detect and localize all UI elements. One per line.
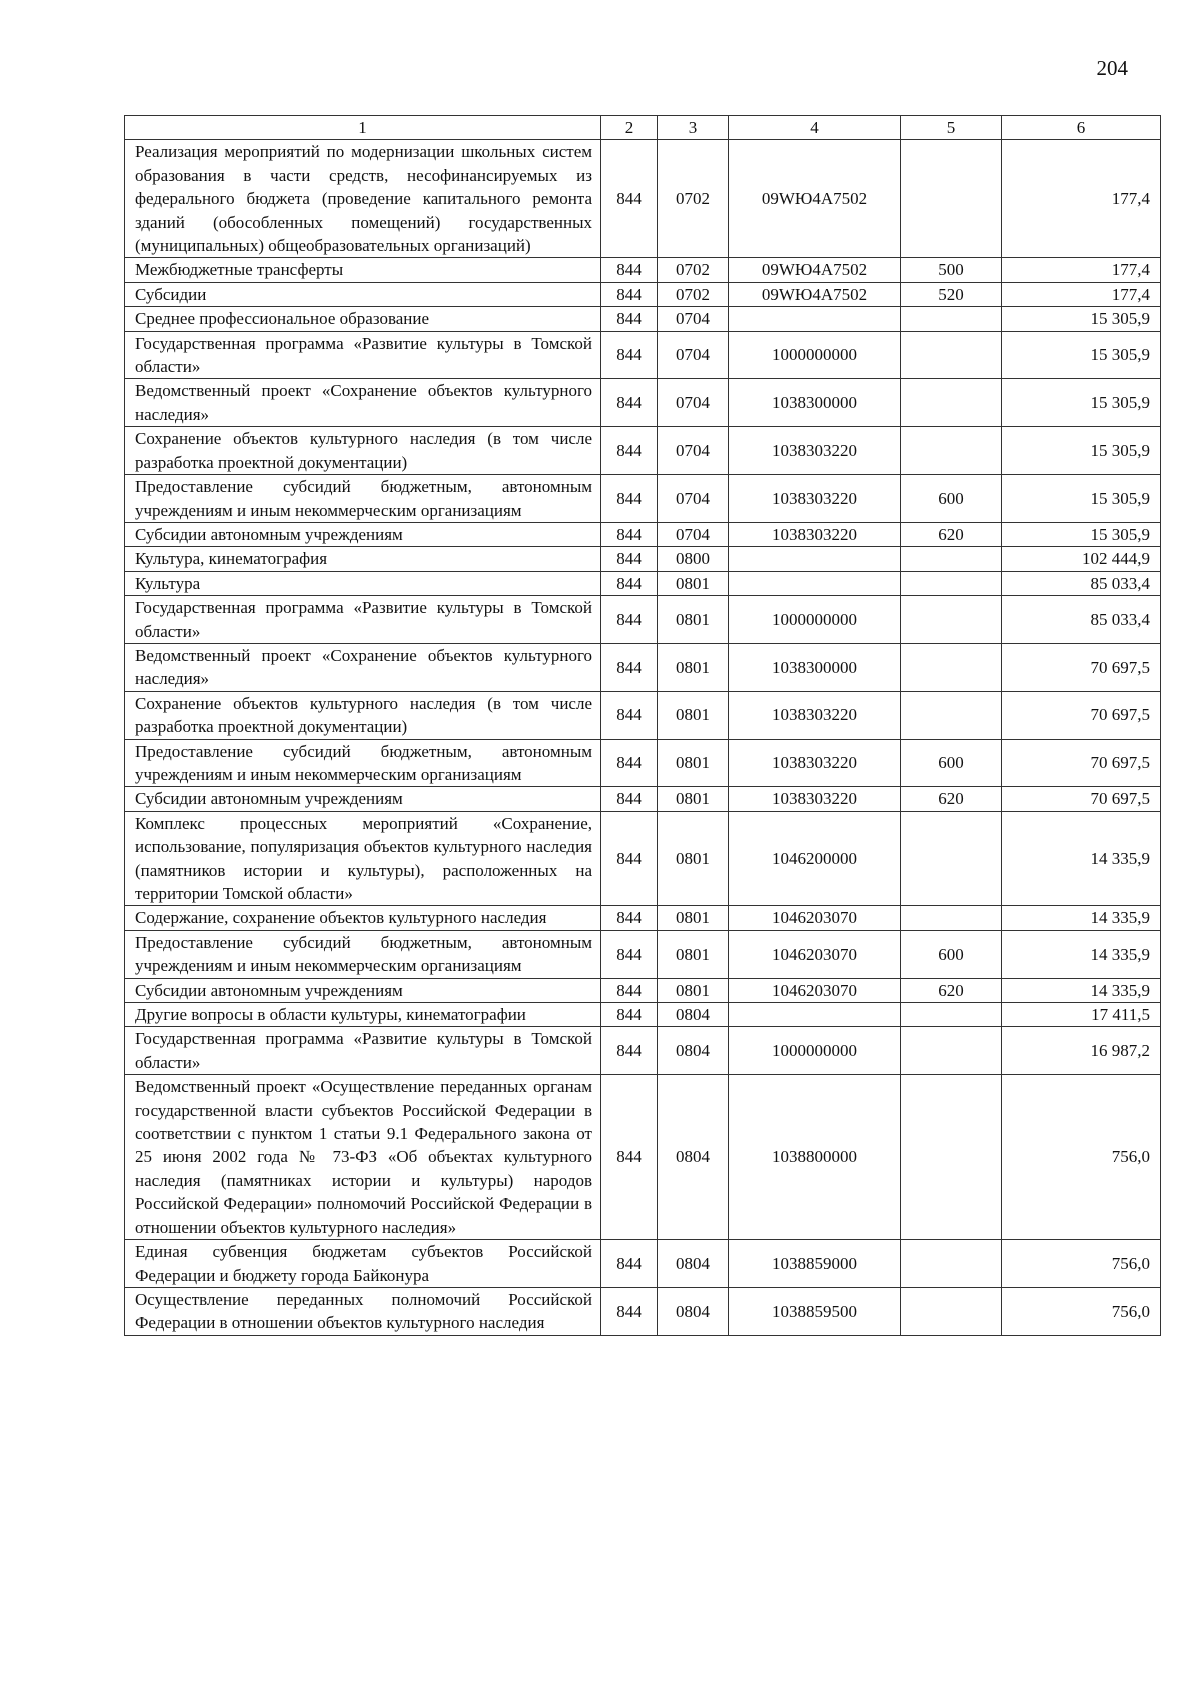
- page-number: 204: [1096, 56, 1128, 80]
- row-amount: 102 444,9: [1002, 547, 1161, 571]
- row-section-code: 0801: [658, 691, 729, 739]
- row-target-code: 09WЮ4A7502: [729, 140, 901, 258]
- row-amount: 15 305,9: [1002, 307, 1161, 331]
- row-expense-type: [901, 331, 1002, 379]
- row-gr-code: 844: [601, 475, 658, 523]
- row-name: Комплекс процессных мероприятий «Сохранение, использование, популяризация объектов культурного наследия (памятников истории и культуры), расположенных на территории Томской области»: [125, 811, 601, 906]
- table-row: [125, 596, 1161, 644]
- row-target-code: 1038303220: [729, 787, 901, 811]
- row-amount: 15 305,9: [1002, 475, 1161, 523]
- row-name: Ведомственный проект «Осуществление переданных органам государственной власти субъектов Российской Федерации в соответствии с пунктом 1 статьи 9.1 Федерального закона от 25 июня 2002 года № 73-ФЗ «Об объектах культурного наследия (памятниках истории и культуры) народов Российской Федерации» полномочий Российской Федерации в отношении объектов культурного наследия»: [125, 1075, 601, 1240]
- row-name: Субсидии автономным учреждениям: [125, 978, 601, 1002]
- row-gr-code: 844: [601, 307, 658, 331]
- row-target-code: 1046203070: [729, 978, 901, 1002]
- row-target-code: [729, 571, 901, 595]
- row-amount: 756,0: [1002, 1240, 1161, 1288]
- row-expense-type: [901, 547, 1002, 571]
- row-gr-code: 844: [601, 596, 658, 644]
- row-section-code: 0704: [658, 331, 729, 379]
- row-target-code: 1038303220: [729, 427, 901, 475]
- row-expense-type: [901, 691, 1002, 739]
- row-target-code: 1046200000: [729, 811, 901, 906]
- row-name: Ведомственный проект «Сохранение объектов культурного наследия»: [125, 379, 601, 427]
- row-gr-code: 844: [601, 906, 658, 930]
- row-section-code: 0702: [658, 258, 729, 282]
- row-amount: 177,4: [1002, 282, 1161, 306]
- row-name: Единая субвенция бюджетам субъектов Российской Федерации и бюджету города Байконура: [125, 1240, 601, 1288]
- row-amount: 85 033,4: [1002, 596, 1161, 644]
- row-gr-code: 844: [601, 547, 658, 571]
- row-expense-type: [901, 307, 1002, 331]
- row-name: Государственная программа «Развитие культуры в Томской области»: [125, 1027, 601, 1075]
- row-gr-code: 844: [601, 282, 658, 306]
- row-amount: 15 305,9: [1002, 427, 1161, 475]
- row-gr-code: 844: [601, 258, 658, 282]
- row-name: Субсидии автономным учреждениям: [125, 522, 601, 546]
- table-row: [125, 379, 1161, 427]
- table-row: [125, 307, 1161, 331]
- row-target-code: 09WЮ4A7502: [729, 258, 901, 282]
- table-row: [125, 930, 1161, 978]
- row-target-code: [729, 547, 901, 571]
- row-name: Предоставление субсидий бюджетным, автономным учреждениям и иным некоммерческим организациям: [125, 930, 601, 978]
- row-expense-type: [901, 1287, 1002, 1335]
- row-name: Субсидии автономным учреждениям: [125, 787, 601, 811]
- table-row: [125, 522, 1161, 546]
- row-amount: 756,0: [1002, 1287, 1161, 1335]
- table-row: [125, 1287, 1161, 1335]
- row-expense-type: [901, 906, 1002, 930]
- header-cell-3: 3: [658, 116, 729, 140]
- row-section-code: 0801: [658, 571, 729, 595]
- row-gr-code: 844: [601, 1287, 658, 1335]
- table-row: [125, 282, 1161, 306]
- row-target-code: [729, 1003, 901, 1027]
- row-section-code: 0704: [658, 307, 729, 331]
- row-section-code: 0704: [658, 379, 729, 427]
- row-section-code: 0804: [658, 1003, 729, 1027]
- table-body: [125, 140, 1161, 1335]
- table-row: [125, 1027, 1161, 1075]
- header-cell-5: 5: [901, 116, 1002, 140]
- row-name: Культура, кинематография: [125, 547, 601, 571]
- row-gr-code: 844: [601, 522, 658, 546]
- row-section-code: 0804: [658, 1075, 729, 1240]
- row-expense-type: [901, 596, 1002, 644]
- table-row: [125, 739, 1161, 787]
- row-section-code: 0804: [658, 1027, 729, 1075]
- row-amount: 15 305,9: [1002, 522, 1161, 546]
- row-amount: 16 987,2: [1002, 1027, 1161, 1075]
- row-expense-type: 620: [901, 787, 1002, 811]
- row-name: Содержание, сохранение объектов культурного наследия: [125, 906, 601, 930]
- row-gr-code: 844: [601, 811, 658, 906]
- row-section-code: 0801: [658, 739, 729, 787]
- table-row: [125, 643, 1161, 691]
- row-amount: 70 697,5: [1002, 787, 1161, 811]
- row-gr-code: 844: [601, 1075, 658, 1240]
- header-row: [125, 116, 1161, 140]
- row-gr-code: 844: [601, 1027, 658, 1075]
- row-gr-code: 844: [601, 739, 658, 787]
- row-target-code: 1038859000: [729, 1240, 901, 1288]
- row-expense-type: 600: [901, 739, 1002, 787]
- row-section-code: 0702: [658, 282, 729, 306]
- row-target-code: 09WЮ4A7502: [729, 282, 901, 306]
- row-name: Предоставление субсидий бюджетным, автономным учреждениям и иным некоммерческим организациям: [125, 739, 601, 787]
- row-section-code: 0801: [658, 930, 729, 978]
- row-name: Реализация мероприятий по модернизации школьных систем образования в части средств, несофинансируемых из федерального бюджета (проведение капитального ремонта зданий (обособленных помещений) государственных (муниципальных) общеобразовательных организаций): [125, 140, 601, 258]
- row-section-code: 0702: [658, 140, 729, 258]
- row-expense-type: 600: [901, 475, 1002, 523]
- row-amount: 15 305,9: [1002, 331, 1161, 379]
- table-row: [125, 547, 1161, 571]
- row-name: Сохранение объектов культурного наследия (в том числе разработка проектной документации): [125, 427, 601, 475]
- row-gr-code: 844: [601, 691, 658, 739]
- row-amount: 756,0: [1002, 1075, 1161, 1240]
- row-section-code: 0704: [658, 475, 729, 523]
- row-target-code: 1046203070: [729, 906, 901, 930]
- row-gr-code: 844: [601, 427, 658, 475]
- row-expense-type: [901, 1027, 1002, 1075]
- row-expense-type: [901, 811, 1002, 906]
- row-section-code: 0801: [658, 978, 729, 1002]
- row-expense-type: [901, 379, 1002, 427]
- table-row: [125, 427, 1161, 475]
- row-amount: 14 335,9: [1002, 978, 1161, 1002]
- row-section-code: 0800: [658, 547, 729, 571]
- row-target-code: 1000000000: [729, 596, 901, 644]
- row-name: Среднее профессиональное образование: [125, 307, 601, 331]
- table-row: [125, 691, 1161, 739]
- header-cell-6: 6: [1002, 116, 1161, 140]
- row-expense-type: 520: [901, 282, 1002, 306]
- row-amount: 85 033,4: [1002, 571, 1161, 595]
- row-expense-type: 620: [901, 978, 1002, 1002]
- row-name: Другие вопросы в области культуры, кинематографии: [125, 1003, 601, 1027]
- row-expense-type: [901, 1075, 1002, 1240]
- row-target-code: 1038859500: [729, 1287, 901, 1335]
- row-section-code: 0804: [658, 1240, 729, 1288]
- row-gr-code: 844: [601, 379, 658, 427]
- row-amount: 14 335,9: [1002, 930, 1161, 978]
- row-name: Межбюджетные трансферты: [125, 258, 601, 282]
- row-section-code: 0801: [658, 596, 729, 644]
- row-amount: 177,4: [1002, 140, 1161, 258]
- row-target-code: 1038303220: [729, 522, 901, 546]
- row-target-code: 1046203070: [729, 930, 901, 978]
- table-row: [125, 331, 1161, 379]
- row-expense-type: [901, 427, 1002, 475]
- row-amount: 14 335,9: [1002, 811, 1161, 906]
- table-header: [125, 116, 1161, 140]
- row-amount: 14 335,9: [1002, 906, 1161, 930]
- row-target-code: [729, 307, 901, 331]
- row-name: Государственная программа «Развитие культуры в Томской области»: [125, 331, 601, 379]
- row-amount: 177,4: [1002, 258, 1161, 282]
- row-section-code: 0704: [658, 427, 729, 475]
- row-gr-code: 844: [601, 643, 658, 691]
- row-expense-type: 620: [901, 522, 1002, 546]
- row-section-code: 0801: [658, 643, 729, 691]
- table-row: [125, 258, 1161, 282]
- table-row: [125, 906, 1161, 930]
- table-row: [125, 978, 1161, 1002]
- row-gr-code: 844: [601, 140, 658, 258]
- row-target-code: 1038303220: [729, 739, 901, 787]
- row-target-code: 1038800000: [729, 1075, 901, 1240]
- row-gr-code: 844: [601, 1240, 658, 1288]
- row-expense-type: [901, 1240, 1002, 1288]
- row-section-code: 0704: [658, 522, 729, 546]
- row-section-code: 0804: [658, 1287, 729, 1335]
- row-amount: 17 411,5: [1002, 1003, 1161, 1027]
- table-row: [125, 811, 1161, 906]
- row-name: Культура: [125, 571, 601, 595]
- row-gr-code: 844: [601, 978, 658, 1002]
- row-gr-code: 844: [601, 1003, 658, 1027]
- header-cell-2: 2: [601, 116, 658, 140]
- row-name: Государственная программа «Развитие культуры в Томской области»: [125, 596, 601, 644]
- table-row: [125, 571, 1161, 595]
- table-row: [125, 1075, 1161, 1240]
- budget-table: [124, 115, 1161, 1336]
- row-amount: 70 697,5: [1002, 739, 1161, 787]
- row-expense-type: [901, 1003, 1002, 1027]
- table-row: [125, 475, 1161, 523]
- row-gr-code: 844: [601, 930, 658, 978]
- row-expense-type: 600: [901, 930, 1002, 978]
- row-target-code: 1038303220: [729, 475, 901, 523]
- row-target-code: 1000000000: [729, 1027, 901, 1075]
- row-name: Ведомственный проект «Сохранение объектов культурного наследия»: [125, 643, 601, 691]
- row-gr-code: 844: [601, 787, 658, 811]
- header-cell-1: 1: [125, 116, 601, 140]
- row-amount: 15 305,9: [1002, 379, 1161, 427]
- row-target-code: 1038303220: [729, 691, 901, 739]
- table-row: [125, 1003, 1161, 1027]
- row-expense-type: [901, 140, 1002, 258]
- table-row: [125, 787, 1161, 811]
- row-target-code: 1038300000: [729, 379, 901, 427]
- row-name: Осуществление переданных полномочий Российской Федерации в отношении объектов культурного наследия: [125, 1287, 601, 1335]
- row-target-code: 1000000000: [729, 331, 901, 379]
- row-gr-code: 844: [601, 571, 658, 595]
- header-cell-4: 4: [729, 116, 901, 140]
- row-section-code: 0801: [658, 787, 729, 811]
- row-section-code: 0801: [658, 811, 729, 906]
- table-row: [125, 1240, 1161, 1288]
- table-row: [125, 140, 1161, 258]
- row-name: Сохранение объектов культурного наследия (в том числе разработка проектной документации): [125, 691, 601, 739]
- row-expense-type: [901, 571, 1002, 595]
- row-name: Субсидии: [125, 282, 601, 306]
- row-gr-code: 844: [601, 331, 658, 379]
- row-target-code: 1038300000: [729, 643, 901, 691]
- row-section-code: 0801: [658, 906, 729, 930]
- row-expense-type: 500: [901, 258, 1002, 282]
- row-amount: 70 697,5: [1002, 691, 1161, 739]
- row-expense-type: [901, 643, 1002, 691]
- row-amount: 70 697,5: [1002, 643, 1161, 691]
- row-name: Предоставление субсидий бюджетным, автономным учреждениям и иным некоммерческим организациям: [125, 475, 601, 523]
